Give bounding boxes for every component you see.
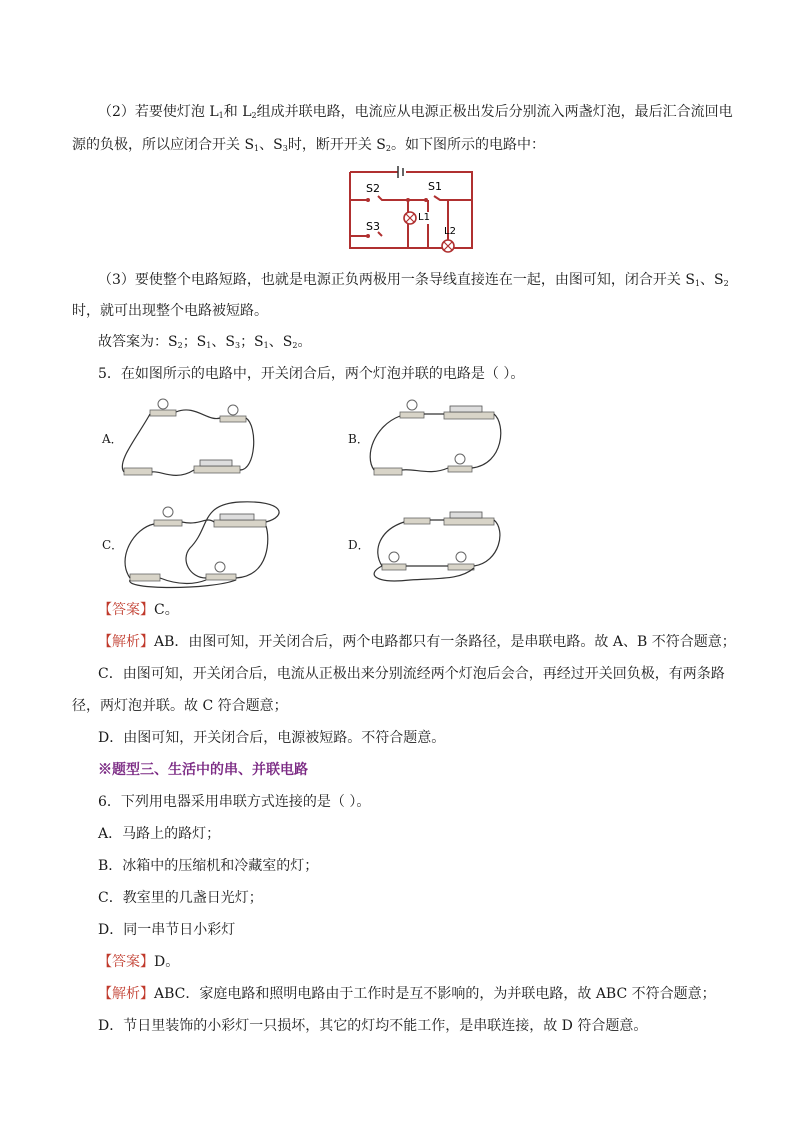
q4-answer: 故答案为：$S_2$；$S_1$、$S_3$；$S_1$、$S_2$。: [98, 334, 312, 350]
q6-option-d: D．同一串节日小彩灯: [98, 922, 236, 938]
section-heading: ※题型三、生活中的串、并联电路: [98, 762, 308, 778]
bulb-icon: [158, 399, 168, 409]
battery-icon: [220, 514, 254, 520]
q6-answer: 【答案】D。: [98, 954, 180, 970]
q5-option-d-label: D．: [348, 538, 370, 552]
q5-analysis-line4: D．由图可知，开关闭合后，电源被短路。不符合题意。: [98, 730, 446, 746]
q5-option-c-label: C．: [102, 538, 124, 552]
bulb-icon: [215, 562, 225, 572]
q5-analysis-line2: C．由图可知，开关闭合后，电流从正极出来分别流经两个灯泡后会合，再经过开关回负极，有两条路: [98, 666, 725, 682]
label-s3: S3: [366, 220, 380, 233]
q4-part3-line1: （3）要使整个电路短路，也就是电源正负两极用一条导线直接连在一起，由图可知，闭合开关 $S_1$、$S_2$: [98, 272, 729, 288]
q5-question: 5．在如图所示的电路中，开关闭合后，两个灯泡并联的电路是（ ）。: [98, 366, 525, 382]
q5-option-c-figure: [120, 498, 285, 588]
lamp-l1-icon: [404, 212, 416, 224]
battery-icon: [450, 406, 482, 412]
q4-part2-line1: （2）若要使灯泡 $L_1$和 $L_2$组成并联电路，电流应从电源正极出发后分别流入两盏灯泡，最后汇合流回电: [98, 104, 733, 120]
bulb-icon: [455, 454, 465, 464]
battery-icon: [200, 460, 232, 466]
q5-option-b-figure: [370, 396, 510, 482]
q5-option-b-label: B．: [348, 432, 369, 446]
answer-tag: 【答案】: [98, 602, 154, 618]
analysis-tag: 【解析】: [98, 986, 154, 1002]
bulb-icon: [228, 405, 238, 415]
bulb-icon: [456, 552, 466, 562]
bulb-icon: [389, 552, 399, 562]
q5-option-d-figure: [370, 500, 510, 586]
battery-icon: [450, 512, 482, 518]
q5-analysis-line3: 径，两灯泡并联。故 C 符合题意；: [72, 698, 288, 714]
circuit-diagram: [348, 168, 476, 252]
answer-tag: 【答案】: [98, 954, 154, 970]
q6-question: 6．下列用电器采用串联方式连接的是（ ）。: [98, 794, 371, 810]
q5-option-a-label: A．: [102, 432, 123, 446]
bulb-icon: [163, 507, 173, 517]
label-l1: L1: [418, 212, 430, 223]
q6-analysis-line2: D．节日里装饰的小彩灯一只损坏，其它的灯均不能工作，是串联连接，故 D 符合题意。: [98, 1018, 648, 1034]
analysis-tag: 【解析】: [98, 634, 154, 650]
label-s1: S1: [428, 180, 442, 193]
q5-option-a-figure: [120, 396, 260, 482]
label-l2: L2: [444, 226, 456, 237]
q4-part3-line2: 时，就可出现整个电路被短路。: [72, 303, 268, 319]
q5-answer: 【答案】C。: [98, 602, 179, 618]
label-s2: S2: [366, 182, 380, 195]
q6-option-c: C．教室里的几盏日光灯；: [98, 890, 263, 906]
lamp-l2-icon: [442, 240, 454, 252]
q6-analysis-line1: 【解析】ABC．家庭电路和照明电路由于工作时是互不影响的，为并联电路，故 ABC 不符合题意；: [98, 986, 716, 1002]
q6-option-a: A．马路上的路灯；: [98, 826, 221, 842]
q4-part2-line2: 源的负极，所以应闭合开关 $S_1$、$S_3$时，断开开关 $S_2$。如下图所示的电路中：: [72, 137, 545, 153]
q5-analysis-line1: 【解析】AB．由图可知，开关闭合后，两个电路都只有一条路径，是串联电路。故 A、B 不符合题意；: [98, 634, 736, 650]
bulb-icon: [407, 400, 417, 410]
q6-option-b: B．冰箱中的压缩机和冷藏室的灯；: [98, 858, 319, 874]
